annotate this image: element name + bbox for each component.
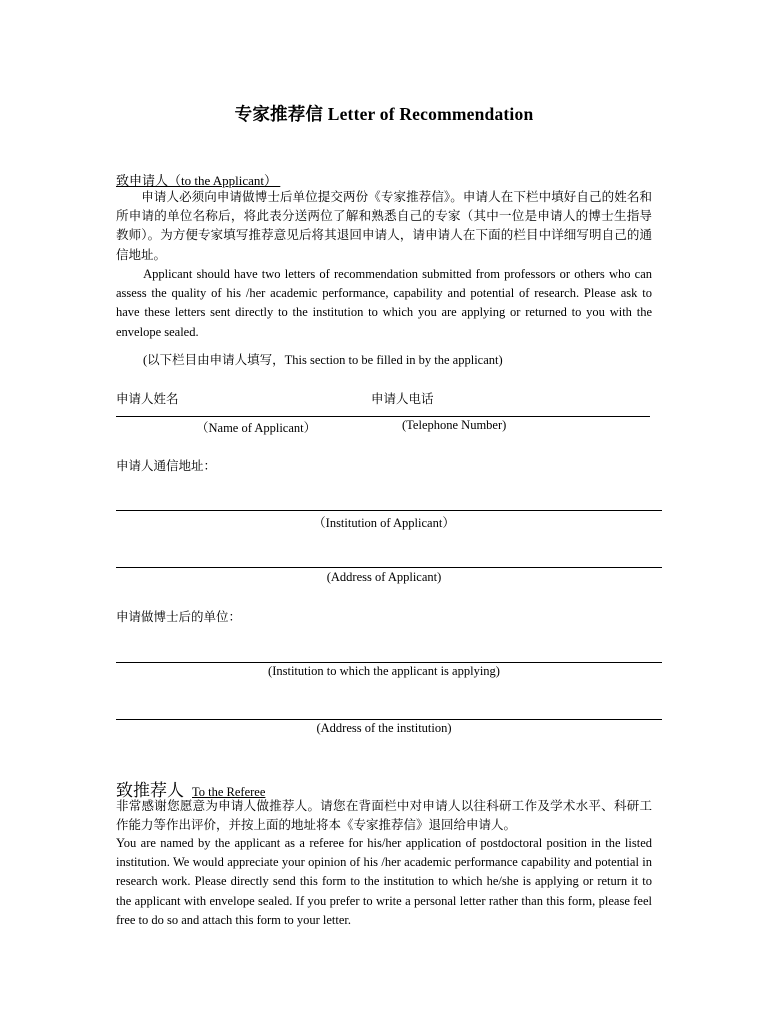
institution-caption: （Institution of Applicant） [313, 516, 455, 530]
applicant-address-line[interactable] [116, 567, 662, 568]
applicant-address-label: 申请人通信地址： [116, 459, 217, 473]
applicant-phone-label: 申请人电话 [371, 392, 434, 406]
referee-heading-cn: 致推荐人 [116, 781, 184, 800]
applicant-instructions-en: Applicant should have two letters of recommendation submitted from professors or others who can assess the quality of his /her academic performance, capability and potential of research. Please ask to have these letters sent directly to the institution to which you are applying or returned to you with the envelope sealed. [116, 267, 652, 339]
page-title: 专家推荐信 Letter of Recommendation [234, 104, 534, 124]
name-caption: （Name of Applicant） [196, 421, 317, 435]
institution-address-caption: (Address of the institution) [316, 721, 452, 735]
name-phone-line[interactable] [116, 416, 650, 417]
applying-caption: (Institution to which the applicant is applying) [268, 664, 500, 678]
phone-caption: (Telephone Number) [402, 418, 507, 432]
address-caption: (Address of Applicant) [326, 570, 442, 584]
applying-institution-line[interactable] [116, 662, 662, 663]
applicant-name-label: 申请人姓名 [116, 392, 179, 406]
referee-instructions-en: You are named by the applicant as a referee for his/her application of postdoctoral position in the listed institution. We would appreciate your opinion of his /her academic performance capability and potential in research work. Please directly send this form to the institution to which he/she is applying or return it to the applicant with envelope sealed. If you prefer to write a personal letter rather than this form, please feel free to do so and attach this form to your letter. [116, 836, 652, 927]
applicant-institution-line[interactable] [116, 510, 662, 511]
postdoc-institution-label: 申请做博士后的单位： [116, 610, 242, 624]
fill-in-note: (以下栏目由申请人填写，This section to be filled in by the applicant) [143, 353, 503, 367]
institution-address-line[interactable] [116, 719, 662, 720]
applicant-section-heading: 致申请人（to the Applicant） [116, 173, 281, 188]
referee-instructions-cn: 非常感谢您愿意为申请人做推荐人。请您在背面栏中对申请人以往科研工作及学术水平、科研工作能力等作出评价，并按上面的地址将本《专家推荐信》退回给申请人。 [116, 799, 652, 833]
applicant-instructions-cn: 申请人必须向申请做博士后单位提交两份《专家推荐信》。申请人在下栏中填好自己的姓名和所申请的单位名称后，将此表分送两位了解和熟悉自己的专家（其中一位是申请人的博士生指导教师）。为方便专家填写推荐意见后将其退回申请人，请申请人在下面的栏目中详细写明自己的通信地址。 [116, 190, 652, 262]
referee-heading-en: To the Referee [192, 785, 266, 799]
